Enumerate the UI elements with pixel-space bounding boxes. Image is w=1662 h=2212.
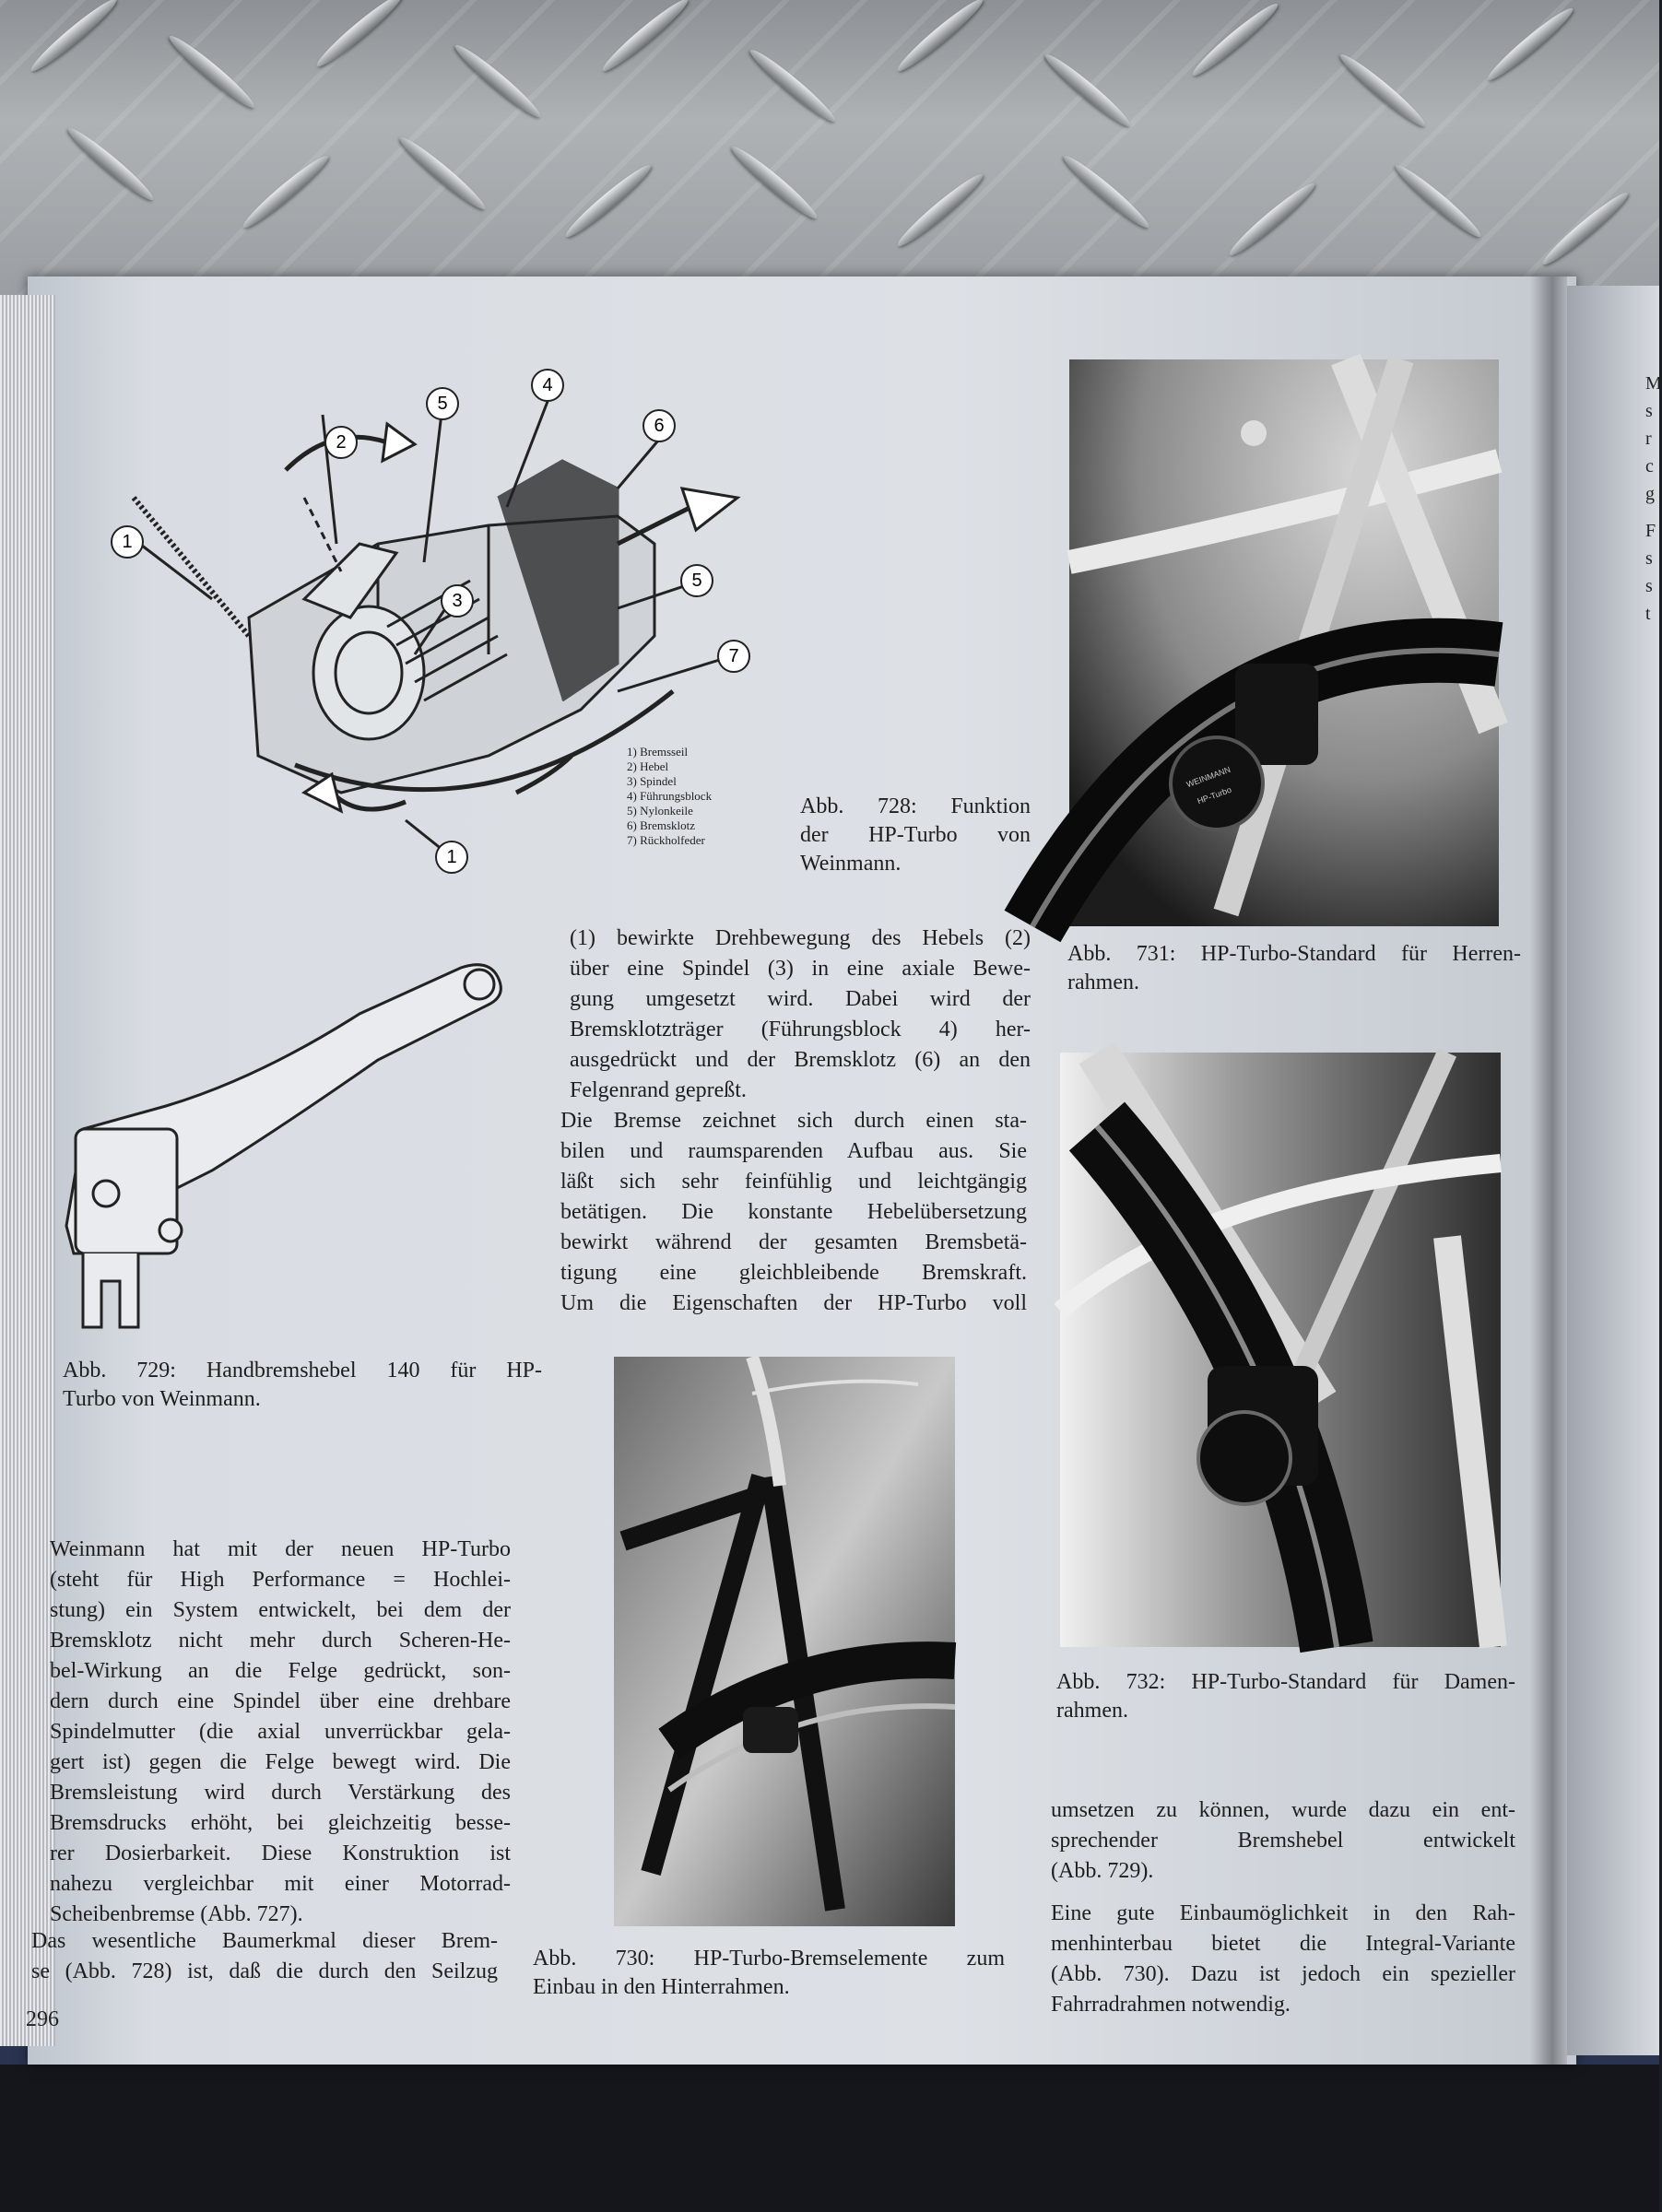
photo-732	[1060, 1053, 1501, 1647]
text-line: Bremsdrucks erhöht, bei gleichzeitig besse-	[50, 1811, 511, 1835]
plate-lug	[893, 169, 987, 251]
photo-731	[1069, 359, 1499, 926]
plate-lug	[1391, 159, 1485, 241]
plate-lug	[893, 0, 987, 76]
right-page-letter: t	[1645, 604, 1651, 624]
diagram-legend	[627, 745, 712, 848]
text-line: gert ist) gegen die Felge bewegt wird. Die	[50, 1750, 511, 1774]
callout-3: 3	[441, 584, 474, 618]
callout-1b: 1	[435, 841, 468, 874]
right-page-letter: M	[1645, 373, 1662, 394]
callout-2: 2	[324, 426, 358, 459]
plate-lug	[64, 123, 158, 205]
plate-lug	[1225, 178, 1319, 260]
text-line: sprechender Bremshebel entwickelt	[1051, 1829, 1515, 1853]
legend-item: 6) Bremsklotz	[627, 818, 696, 832]
legend-item: 5) Nylonkeile	[627, 804, 693, 818]
text-line: Bremsleistung wird durch Verstärkung des	[50, 1781, 511, 1805]
legend-item: 1) Bremsseil	[627, 745, 689, 759]
legend-item: 2) Hebel	[627, 759, 669, 773]
caption-line: der HP-Turbo von	[800, 823, 1031, 847]
text-line: Die Bremse zeichnet sich durch einen sta-	[560, 1109, 1027, 1133]
text-line: se (Abb. 728) ist, daß die durch den Seilzug	[31, 1959, 498, 1983]
caption-732	[1056, 1668, 1515, 1725]
plate-lug	[727, 141, 821, 223]
caption-730	[533, 1945, 1005, 2002]
diamond-plate-background	[0, 0, 1659, 304]
plate-lug	[312, 0, 407, 72]
plate-lug	[561, 159, 655, 241]
right-page-letter: g	[1645, 484, 1655, 504]
brake-label: WEINMANN	[1185, 764, 1232, 790]
photo-730	[614, 1357, 955, 1926]
text-line: Das wesentliche Baumerkmal dieser Brem-	[31, 1929, 498, 1953]
text-line: Bremsklotzträger (Führungsblock 4) her-	[570, 1018, 1031, 1041]
caption-line: Abb. 731: HP-Turbo-Standard für Herren-	[1067, 942, 1521, 966]
text-line: menhinterbau bietet die Integral-Variante	[1051, 1932, 1515, 1956]
caption-731	[1067, 940, 1521, 997]
text-line: Weinmann hat mit der neuen HP-Turbo	[50, 1537, 511, 1561]
plate-lug	[27, 0, 121, 76]
text-line: stung) ein System entwickelt, bei dem der	[50, 1598, 511, 1622]
plate-lug	[1538, 187, 1633, 269]
text-line: bewirkt während der gesamten Bremsbetä-	[560, 1230, 1027, 1254]
text-line: rer Dosierbarkeit. Diese Konstruktion ist	[50, 1841, 511, 1865]
text-line: (1) bewirkte Drehbewegung des Hebels (2)	[570, 926, 1031, 950]
text-line: umsetzen zu können, wurde dazu ein ent-	[1051, 1798, 1515, 1822]
text-line: über eine Spindel (3) in eine axiale Bewe-	[570, 957, 1031, 981]
text-line: (Abb. 730). Dazu ist jedoch ein spezieller	[1051, 1962, 1515, 1986]
text-line: nahezu vergleichbar mit einer Motorrad-	[50, 1872, 511, 1896]
text-line: Um die Eigenschaften der HP-Turbo voll	[560, 1291, 1027, 1315]
legend-item: 4) Führungsblock	[627, 789, 713, 803]
caption-line: Turbo von Weinmann.	[63, 1387, 261, 1411]
right-column-para-2	[1051, 1899, 1515, 2020]
text-line: bel-Wirkung an die Felge gedrückt, son-	[50, 1659, 511, 1683]
plate-lug	[746, 44, 840, 126]
lever-svg	[55, 949, 535, 1346]
middle-column-para-1	[570, 924, 1031, 1106]
caption-line: rahmen.	[1056, 1699, 1128, 1723]
right-page-letter: c	[1645, 456, 1654, 477]
page-number: 296	[26, 2007, 59, 2031]
caption-line: rahmen.	[1067, 971, 1139, 994]
mens-frame-photo	[1069, 359, 1499, 926]
plate-lug	[1336, 49, 1430, 131]
caption-728	[800, 793, 1031, 878]
text-line: betätigen. Die konstante Hebelübersetzung	[560, 1200, 1027, 1224]
plate-lug	[1483, 3, 1577, 85]
plate-lug	[1059, 150, 1153, 232]
legend-item: 3) Spindel	[627, 774, 677, 788]
callout-5: 5	[426, 387, 459, 420]
callout-7: 7	[717, 640, 750, 673]
rear-frame-photo	[614, 1357, 955, 1926]
plate-lug	[598, 0, 692, 76]
legend-item: 7) Rückholfeder	[627, 833, 705, 847]
plate-lug	[1041, 49, 1135, 131]
left-column-para-1	[50, 1535, 511, 1930]
plate-lug	[1188, 0, 1282, 81]
right-page-letter: r	[1645, 429, 1652, 449]
caption-line: Abb. 729: Handbremshebel 140 für HP-	[63, 1359, 542, 1382]
right-column-para-1	[1051, 1795, 1515, 1887]
text-line: Scheibenbremse (Abb. 727).	[50, 1902, 303, 1926]
callout-4: 4	[531, 369, 564, 402]
caption-line: Abb. 728: Funktion	[800, 794, 1031, 818]
right-page-letter: F	[1645, 521, 1656, 541]
caption-line: Einbau in den Hinterrahmen.	[533, 1975, 790, 1999]
caption-line: Abb. 732: HP-Turbo-Standard für Damen-	[1056, 1670, 1515, 1694]
brake-lever-drawing	[55, 949, 535, 1346]
right-page-letter: s	[1645, 401, 1653, 421]
text-line: Fahrradrahmen notwendig.	[1051, 1993, 1291, 2017]
caption-line: Weinmann.	[800, 852, 902, 876]
text-line: tigung eine gleichbleibende Bremskraft.	[560, 1261, 1027, 1285]
text-line: gung umgesetzt wird. Dabei wird der	[570, 987, 1031, 1011]
text-line: Felgenrand gepreßt.	[570, 1078, 747, 1102]
caption-729	[63, 1357, 542, 1414]
callout-6: 6	[642, 409, 676, 442]
book-gutter	[1530, 276, 1567, 2065]
text-line: (steht für High Performance = Hochlei-	[50, 1568, 511, 1592]
right-page-letter: s	[1645, 576, 1653, 596]
text-line: bilen und raumsparenden Aufbau aus. Sie	[560, 1139, 1027, 1163]
table-surface	[0, 2065, 1659, 2212]
plate-lug	[239, 150, 333, 232]
plate-lug	[451, 40, 545, 122]
plate-lug	[165, 30, 259, 112]
plate-lug	[395, 132, 489, 214]
text-line: dern durch eine Spindel über eine drehbare	[50, 1689, 511, 1713]
womens-frame-photo	[1060, 1053, 1501, 1647]
callout-5b: 5	[680, 564, 713, 597]
text-line: (Abb. 729).	[1051, 1859, 1154, 1883]
caption-line: Abb. 730: HP-Turbo-Bremselemente zum	[533, 1947, 1005, 1971]
left-column-para-2	[31, 1926, 498, 1987]
text-line: Spindelmutter (die axial unverrückbar gela-	[50, 1720, 511, 1744]
brake-label-2: HP-Turbo	[1196, 784, 1233, 806]
text-line: Eine gute Einbaumöglichkeit in den Rah-	[1051, 1901, 1515, 1925]
text-line: Bremsklotz nicht mehr durch Scheren-He-	[50, 1629, 511, 1653]
right-page-letter: s	[1645, 548, 1653, 569]
text-line: ausgedrückt und der Bremsklotz (6) an den	[570, 1048, 1031, 1072]
text-line: läßt sich sehr feinfühlig und leichtgängig	[560, 1170, 1027, 1194]
callout-1: 1	[111, 525, 144, 559]
middle-column-para-2	[560, 1106, 1027, 1319]
page-edges	[0, 295, 55, 2046]
